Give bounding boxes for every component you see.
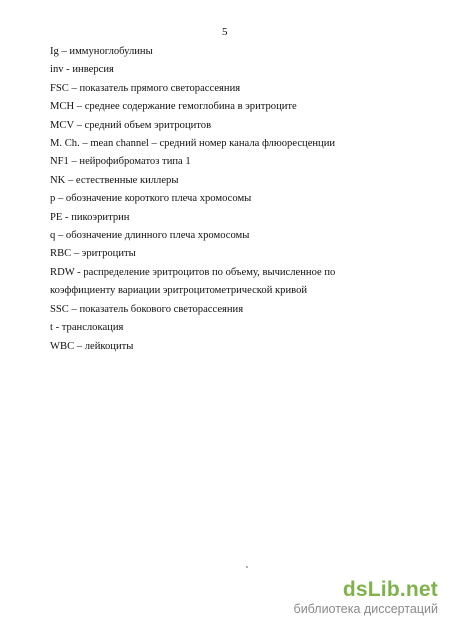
watermark-logo-ds: ds [342, 578, 368, 601]
abbreviation-entry-rdw [50, 264, 390, 301]
abbreviation-entry-rdw-line1: RDW - распределение эритроцитов по объему, вычисленное по [50, 266, 336, 278]
abbreviation-entry-fsc: FSC – показатель прямого светорассеяния [50, 82, 241, 94]
watermark [294, 579, 438, 617]
watermark-subtitle: библиотека диссертаций [293, 602, 438, 616]
abbreviation-entry-inv: inv - инверсия [50, 64, 114, 76]
abbreviation-entry-pe: PE - пикоэритрин [50, 211, 130, 223]
abbreviation-entry-q: q – обозначение длинного плеча хромосомы [50, 230, 250, 242]
abbreviation-entry-nk: NK – естественные киллеры [50, 174, 179, 186]
abbreviation-entry-p: p – обозначение короткого плеча хромосомы [50, 193, 252, 205]
scan-speck [246, 566, 248, 568]
watermark-logo [294, 579, 438, 601]
abbreviation-entry-ssc: SSC – показатель бокового светорассеяния [50, 303, 244, 315]
watermark-logo-net: .net [399, 578, 438, 601]
abbreviation-entry-mch-channel: M. Ch. – mean channel – средний номер канала флюоресценции [50, 138, 336, 150]
abbreviation-entry-nf1: NF1 – нейрофиброматоз типа 1 [50, 156, 191, 168]
abbreviation-list [50, 43, 390, 356]
abbreviation-entry-mcv: MCV – средний объем эритроцитов [50, 119, 212, 131]
abbreviation-entry-mch: MCH – среднее содержание гемоглобина в эритроците [50, 101, 297, 113]
abbreviation-entry-ig: Ig – иммуноглобулины [50, 46, 153, 57]
abbreviation-entry-rdw-line2: коэффициенту вариации эритроцитометрической кривой [50, 285, 308, 297]
abbreviation-entry-rbc: RBC – эритроциты [50, 248, 136, 260]
page-number: 5 [222, 26, 228, 38]
abbreviation-entry-t: t - транслокация [50, 322, 124, 334]
abbreviation-entry-wbc: WBC – лейкоциты [50, 340, 134, 352]
watermark-logo-lib: Lib [367, 578, 400, 601]
